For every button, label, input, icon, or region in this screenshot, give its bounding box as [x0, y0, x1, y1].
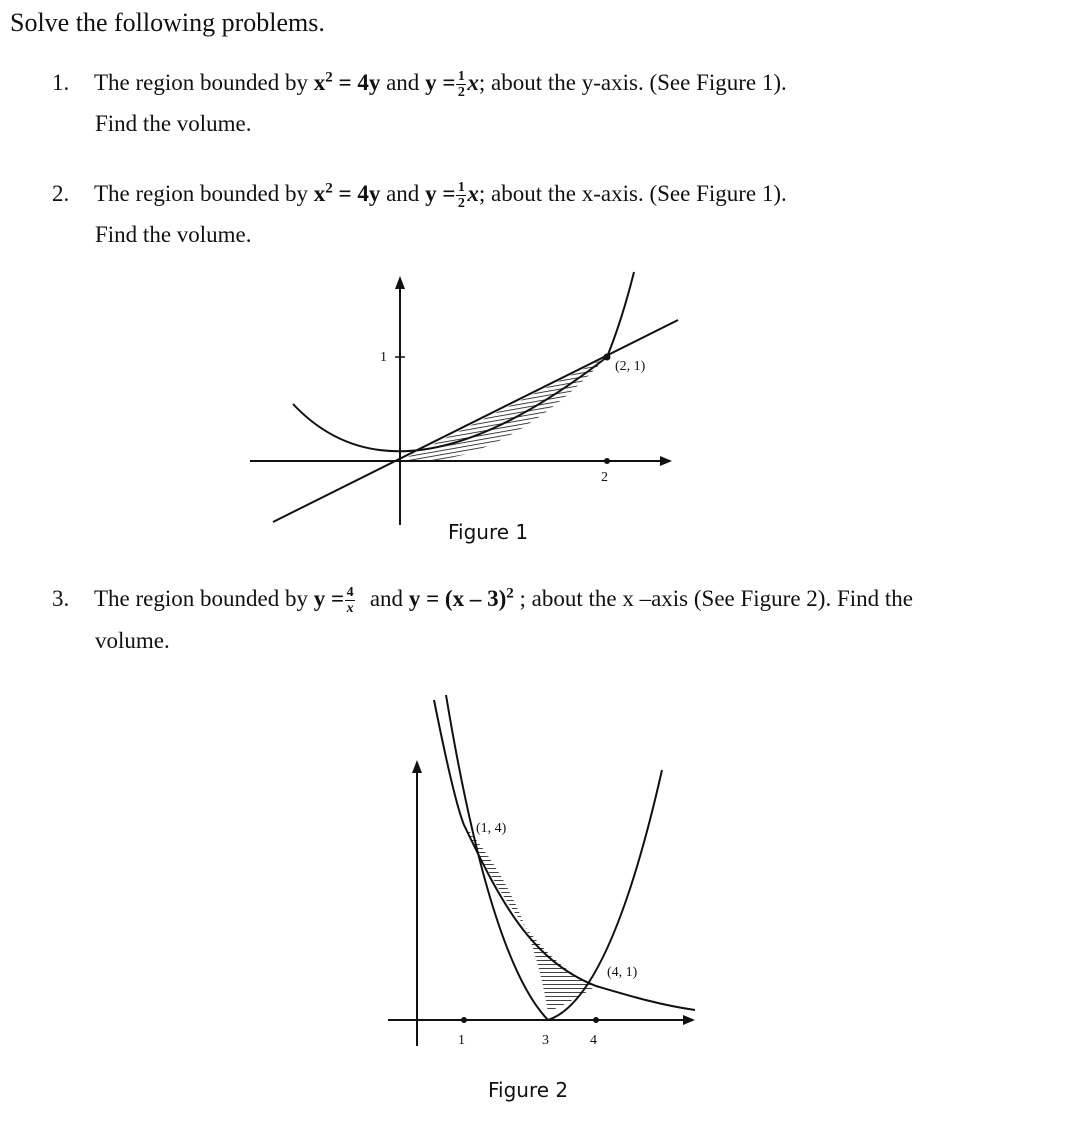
x-tick-label-4: 4 — [590, 1033, 597, 1048]
numerator: 1 — [457, 180, 465, 196]
x-axis-2-arrow — [683, 1015, 695, 1025]
point-label-a: (1, 4) — [476, 821, 507, 836]
problem-text: The region bounded by — [94, 181, 314, 206]
math-term: x — [313, 70, 326, 95]
denominator: x — [346, 601, 354, 617]
intersection-point — [604, 354, 611, 361]
exponent: 2 — [325, 69, 333, 86]
figure-2-caption: Figure 2 — [488, 1078, 569, 1102]
math-term: x — [467, 70, 479, 95]
connector: and — [364, 586, 409, 611]
connector: and — [380, 70, 426, 95]
math-term: y = — [313, 586, 345, 611]
y-axis-arrow — [395, 276, 405, 289]
problem-1-continuation: Find the volume. — [95, 111, 252, 136]
problem-text: ; about the x-axis. (See Figure 1). — [478, 181, 787, 206]
x-tick-dot — [604, 458, 610, 464]
problem-number: 1. — [52, 70, 70, 95]
x-tick-dot-1 — [461, 1017, 467, 1023]
math-term: y = (x – 3) — [408, 586, 507, 611]
connector: and — [380, 181, 426, 206]
math-term: y = — [425, 181, 456, 206]
y-axis-2-arrow — [412, 760, 422, 773]
x-tick-label-3: 3 — [542, 1033, 549, 1048]
problem-number: 3. — [52, 586, 70, 611]
x-axis-arrow — [660, 456, 672, 466]
shaded-region — [400, 357, 607, 462]
numerator: 1 — [457, 69, 465, 85]
point-label: (2, 1) — [615, 359, 646, 374]
fraction — [345, 586, 355, 615]
math-term: = 4y — [338, 181, 381, 206]
math-term: x — [467, 181, 479, 206]
point-label-b: (4, 1) — [607, 965, 638, 980]
x-tick-label: 2 — [601, 470, 608, 485]
math-term: = 4y — [338, 70, 381, 95]
parabola-curve — [293, 272, 634, 451]
exponent: 2 — [506, 585, 514, 602]
figure-1-caption: Figure 1 — [448, 520, 529, 544]
y-tick-label: 1 — [380, 350, 387, 365]
exponent: 2 — [325, 180, 333, 197]
problem-2-continuation: Find the volume. — [95, 222, 252, 247]
x-tick-label-1: 1 — [458, 1033, 465, 1048]
problem-3-continuation: volume. — [95, 628, 170, 653]
x-tick-dot-4 — [593, 1017, 599, 1023]
denominator: 2 — [457, 85, 465, 101]
math-term: x — [313, 181, 326, 206]
problem-number: 2. — [52, 181, 70, 206]
problem-text: The region bounded by — [94, 70, 314, 95]
numerator: 4 — [346, 585, 354, 601]
shaded-region-2 — [464, 825, 596, 1012]
math-term: y = — [425, 70, 456, 95]
problem-text: ; about the x –axis (See Figure 2). Find the — [513, 586, 913, 611]
denominator: 2 — [457, 196, 465, 212]
problem-text: The region bounded by — [94, 586, 314, 611]
problem-3 — [52, 586, 913, 615]
page-heading: Solve the following problems. — [10, 8, 325, 37]
problem-text: ; about the y-axis. (See Figure 1). — [478, 70, 787, 95]
line-curve — [273, 320, 678, 522]
hyperbola-curve — [434, 700, 695, 1010]
